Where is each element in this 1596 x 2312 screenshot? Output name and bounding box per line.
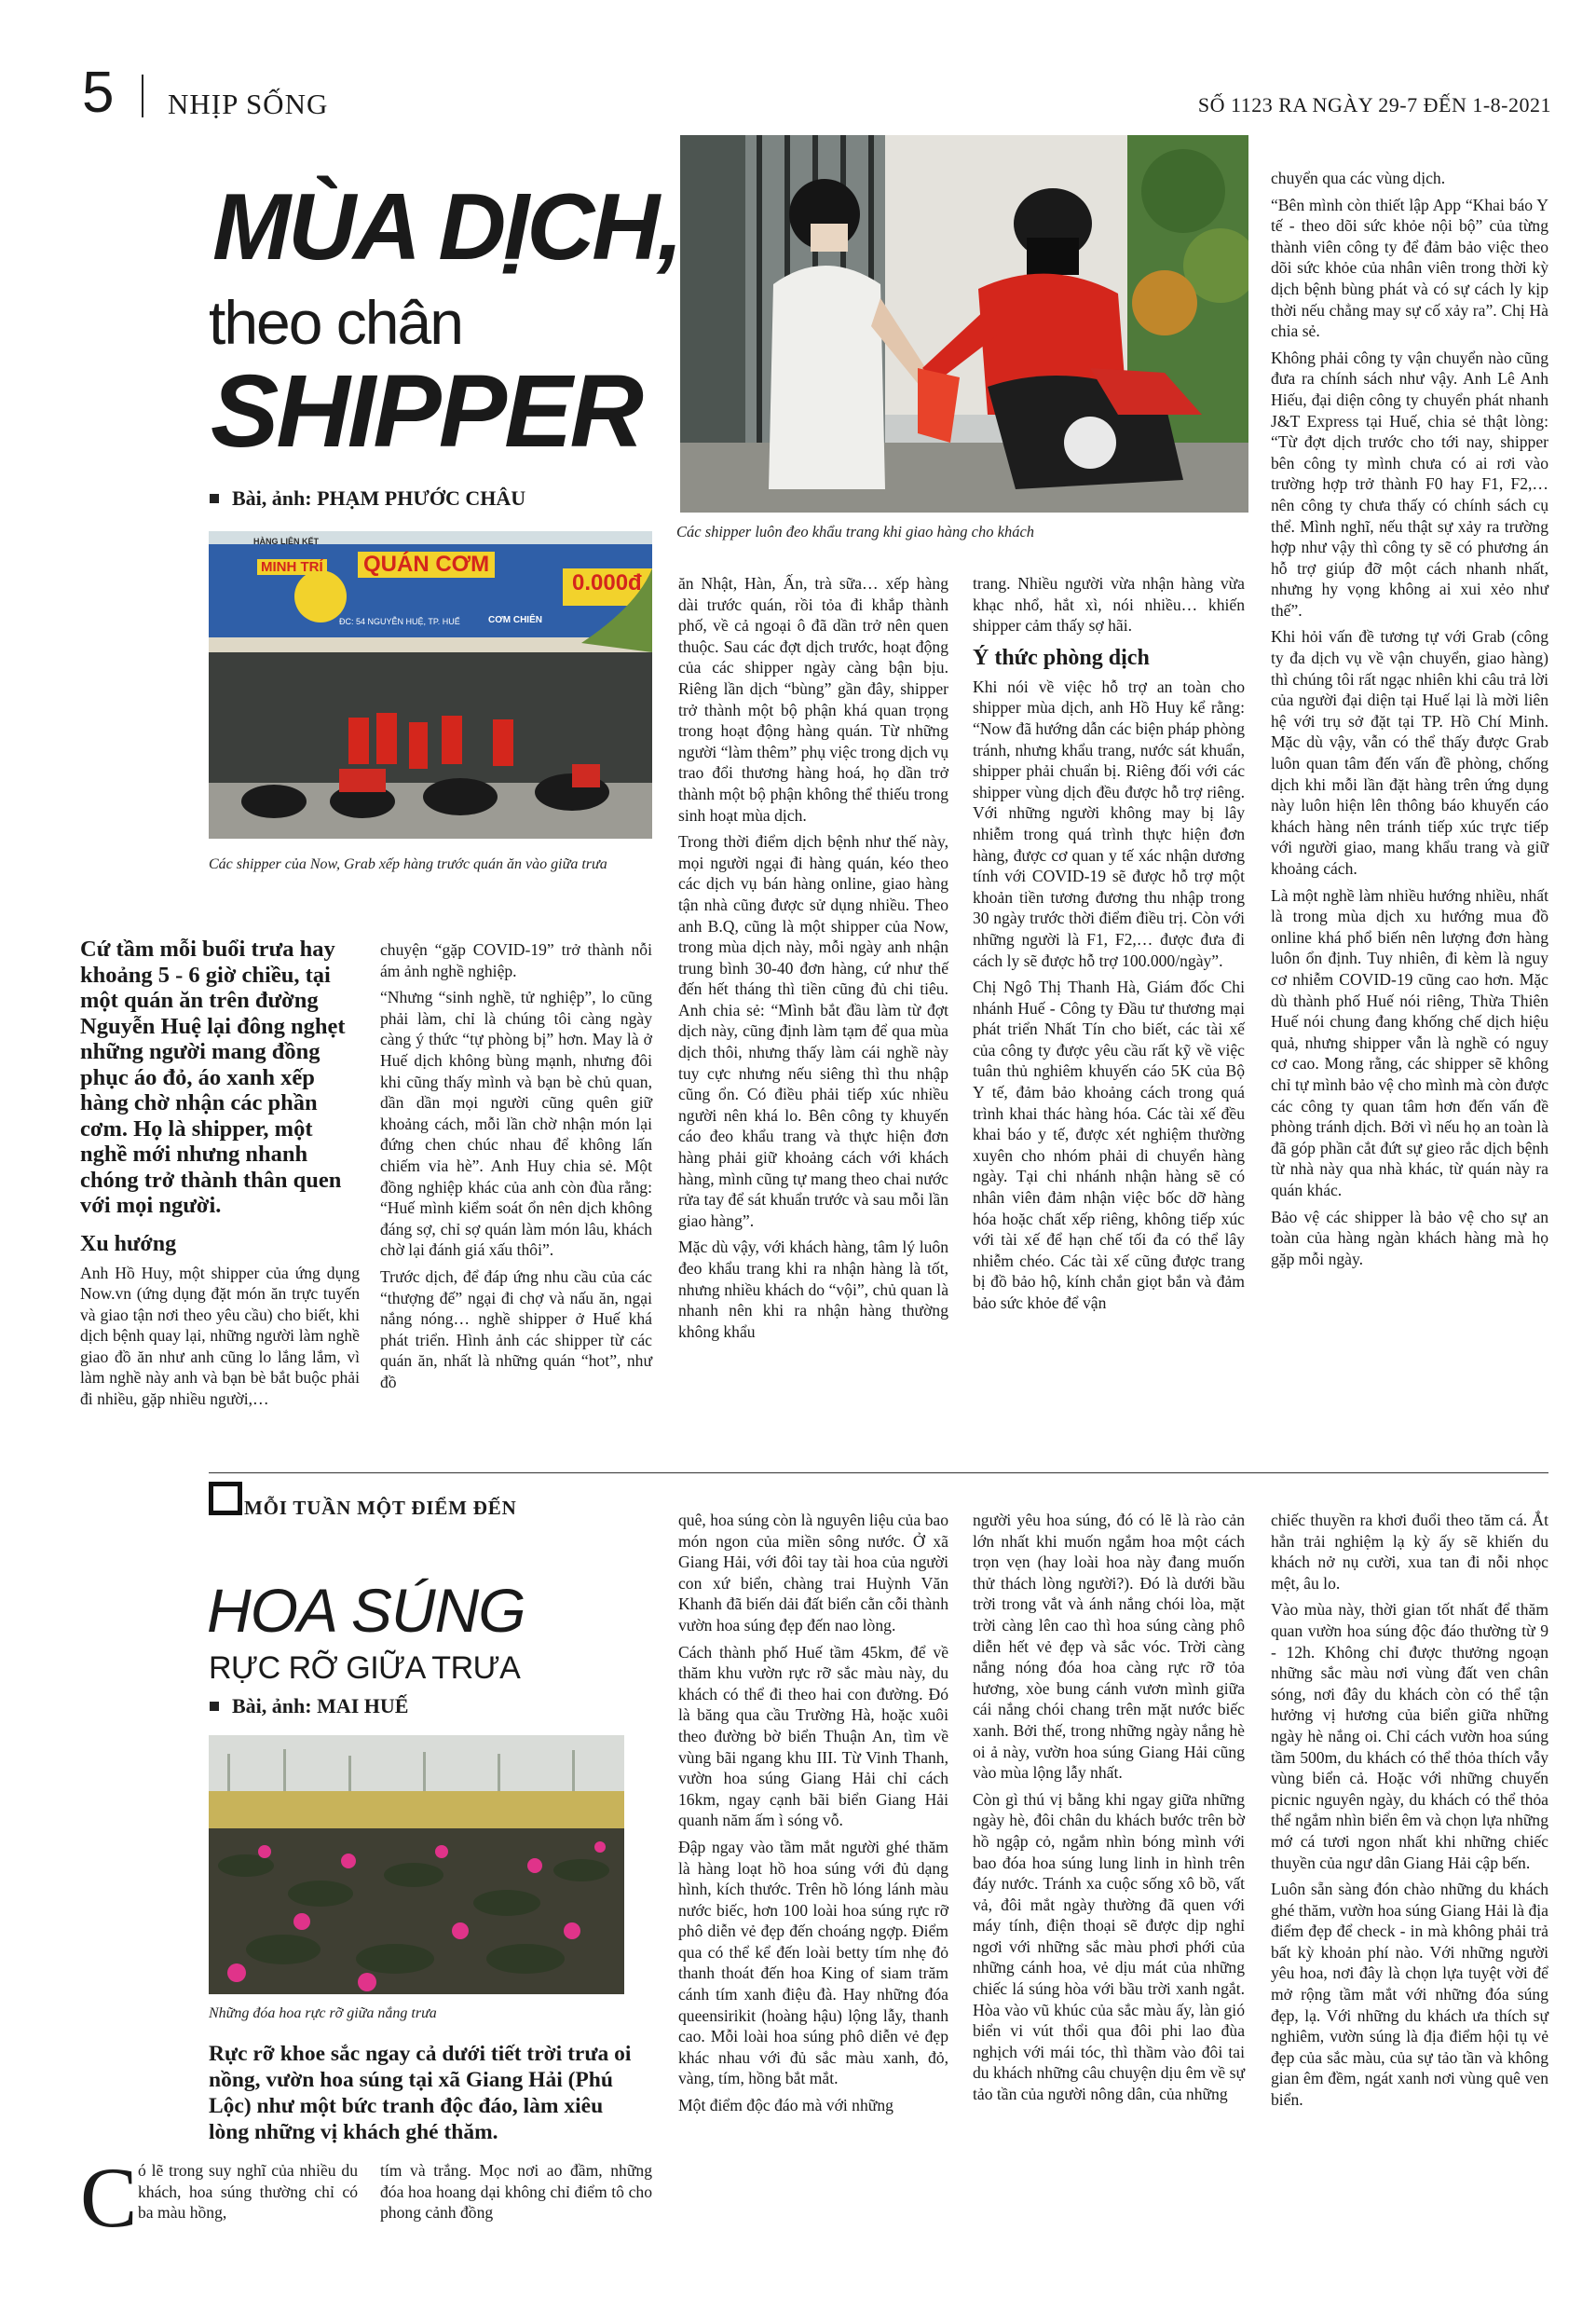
a1-paragraph: Chị Ngô Thị Thanh Hà, Giám đốc Chi nhánh Huế - Công ty Đầu tư thương mại phát triển Nhất Tín cho biết, các tài xế của công ty được yêu cầu rất kỹ về việc tuân thủ nghiêm khuyến cáo 5K của Bộ Y tế, đảm bảo khoảng cách trong quá trình khai thác hàng hóa. Các tài xế đều khai báo y tế, được xét nghiệm thường xuyên cho nhóm phải di chuyển hàng ngày. Tại chi nhánh nhận hàng sẽ có nhân viên đảm nhận việc bốc dỡ hàng hóa hoặc chất xếp riêng, không tiếp xúc với tài xế để hạn chế tối đa có thể lây nhiễm chéo. Các tài xế cũng được trang bị đồ bảo hộ, kính chắn giọt bắn và đảm bảo sức khỏe để vận: [973, 978, 1245, 1312]
a1-paragraph: chuyện “gặp COVID-19” trở thành nỗi ám ảnh nghề nghiệp.: [380, 940, 652, 980]
a2-kicker: MỖI TUẦN MỘT ĐIỂM ĐẾN: [244, 1497, 517, 1519]
section-name: NHỊP SỐNG: [168, 88, 329, 120]
headline-line-2: theo chân: [209, 288, 462, 357]
photo-shipper-delivery-art: [680, 135, 1248, 513]
a1-paragraph: Khi hỏi vấn đề tương tự với Grab (công ty đa dịch vụ về vận chuyển, giao hàng) thì chúng tôi rất ngạc nhiên khi câu trả lời của người đại diện tại Huế lại là mời liên hệ với trụ sở đặt tại TP. Hồ Chí Minh. Mặc dù vậy, vẫn có thể thấy được Grab luôn quan tâm đến vấn đề phòng, chống dịch khi mỗi lần đặt hàng trên ứng dụng này luôn hiện lên thông báo khuyến cáo khách hàng nên tránh tiếp xúc trực tiếp với người giao, mang khẩu trang và giữ khoảng cách.: [1271, 627, 1548, 878]
sign-price: 0.000đ: [572, 570, 642, 595]
a1-col4: [973, 573, 1245, 1320]
a1-col1: [80, 937, 360, 1416]
a1-paragraph: ăn Nhật, Hàn, Ấn, trà sữa… xếp hàng dài trước quán, rồi tỏa đi khắp thành phố, về cả ngoại ô đã dần trở nên quen thuộc. Sau các đợt dịch trước, hoạt động của các shipper ngày càng bận bịu. Riêng lần dịch “bùng” gần đây, shipper trở thành một bộ phận khá quan trọng trong hoạt động hàng quán. Từ những người “làm thêm” phụ việc trong dịch vụ trao đổi thương hàng hoá, họ dần trở thành một bộ phận không thể thiếu trong sinh hoạt mùa dịch.: [678, 574, 949, 825]
sign-dish: CƠM CHIÊN: [488, 615, 542, 625]
sign-address: ĐC: 54 NGUYỄN HUỆ, TP. HUẾ: [339, 617, 460, 626]
a2-paragraph: chiếc thuyền ra khơi đuổi theo tăm cá. Ắt hẳn trải nghiệm lạ kỳ ấy sẽ khiến du khách nở nụ cười, xua tan đi nỗi nhọc mệt, âu lo.: [1271, 1511, 1548, 1593]
a1-paragraph: Anh Hồ Huy, một shipper của ứng dụng Now.vn (ứng dụng đặt món ăn trực tuyến và giao tận nơi theo yêu cầu) cho biết, khi dịch bệnh quay lại, những người làm nghề giao đồ ăn như anh cũng lo lắng lắm, vì làm nghề này anh và bạn bè bắt buộc phải đi nhiều, gặp nhiều người,…: [80, 1263, 360, 1409]
a1-paragraph: “Bên mình còn thiết lập App “Khai báo Y tế - theo dõi sức khỏe nội bộ” của từng thành viên công ty để đảm bảo việc theo dõi sức khỏe của nhân viên trong thời kỳ dịch bệnh bùng phát và có sự cách ly kịp thời nếu chẳng may sự cố xảy ra”. Chị Hà chia sẻ.: [1271, 195, 1548, 341]
byline-2: [210, 1694, 408, 1718]
a1-subhead-xuhuong: Xu hướng: [80, 1231, 177, 1256]
byline-1: [210, 486, 525, 511]
a2-paragraph: Còn gì thú vị bằng khi ngay giữa những ngày hè, đôi chân du khách bước trên bờ hồ ngập cỏ, ngắm nhìn bóng mình với bao đóa hoa súng lung linh in hình trên đáy nước. Tránh xa cuộc sống xô bồ, vất vả, đôi mắt ngày thường đã quen với máy tính, điện thoại sẽ được dịp nghỉ ngơi với những sắc màu phơi phới của những cánh hoa, vẻ dịu mát của những chiếc lá súng hòa với bầu trời xanh ngắt. Hòa vào vũ khúc của sắc màu ấy, làn gió biển vi vút thổi qua đôi phi lao đùa nghịch với mái tóc, thì thầm vào đôi tai du khách những câu chuyện dịu êm về sự tảo tần của người nông dân, của những: [973, 1789, 1245, 2104]
a2-col3: [678, 1510, 948, 2122]
caption-shop-photo: Các shipper của Now, Grab xếp hàng trước quán ăn vào giữa trưa: [209, 856, 607, 872]
issue-line: SỐ 1123 RA NGÀY 29-7 ĐẾN 1-8-2021: [1197, 93, 1551, 116]
bullet-square-icon: [210, 494, 219, 503]
a1-paragraph: Không phải công ty vận chuyển nào cũng đưa ra chính sách như vậy. Anh Lê Anh Hiếu, đại diện công ty chuyển phát nhanh J&T Express tại Huế, chia sẻ thật lòng: “Từ đợt dịch trước cho tới nay, shipper bên công ty mình chưa có ai rơi vào trường hợp trở thành F0 hay F1, F2,… nên công ty chưa thấy có chính sách cụ thể. Mình nghĩ, nếu thật sự xảy ra trường hợp như vậy thì công ty sẽ có phương án hỗ trợ giúp đỡ một cách nhanh nhất, nhưng hy vọng không ai xui xẻo như thế”.: [1271, 348, 1548, 620]
a2-paragraph: ó lẽ trong suy nghĩ của nhiều du khách, hoa súng thường chỉ có ba màu hồng,: [138, 2161, 358, 2223]
a2-col2: [380, 2160, 652, 2229]
page-number: 5: [82, 61, 115, 125]
caption-lilies-photo: Những đóa hoa rực rỡ giữa nắng trưa: [209, 2005, 437, 2021]
photo-water-lilies-art: [209, 1735, 624, 1994]
a2-paragraph: quê, hoa súng còn là nguyên liệu của bao món ngon của miền sông nước. Ở xã Giang Hải, với đôi tay tài hoa của người con xứ biển, chàng trai Huỳnh Văn Khanh đã biến dải đất biển cằn cỗi thành vườn hoa súng đẹp đến nao lòng.: [678, 1511, 948, 1635]
byline-text: Bài, ảnh: PHẠM PHƯỚC CHÂU: [232, 486, 526, 510]
a1-paragraph: chuyển qua các vùng dịch.: [1271, 169, 1446, 187]
headline-line-3: SHIPPER: [211, 354, 641, 469]
a2-title-line-2: RỰC RỠ GIỮA TRƯA: [209, 1650, 521, 1686]
headline-line-1: MÙA DỊCH,: [212, 175, 681, 280]
a2-paragraph: người yêu hoa súng, đó có lẽ là rào cản lớn nhất khi muốn ngắm hoa một cách trọn vẹn (hay loài hoa này đang muốn thử thách lòng người?). Đó là dưới bầu trời trong vắt và ánh nắng chói lòa, mặt trời càng lên cao thì hoa súng càng phô diễn hết vẻ đẹp và sắc vóc. Trời càng nắng nóng đóa hoa càng rực rỡ tỏa hương, xòe bung cánh vươn mình giữa cái nắng chói chang trên mặt nước biếc xanh. Bởi thế, trong những ngày nắng hè oi ả này, vườn hoa súng Giang Hải cũng vào mùa lộng lẫy nhất.: [973, 1511, 1245, 1783]
photo-water-lilies: [209, 1735, 624, 1994]
byline-text: Bài, ảnh: MAI HUẾ: [232, 1694, 409, 1717]
a2-paragraph: Vào mùa này, thời gian tốt nhất để thăm quan vườn hoa súng độc đáo thường từ 9 - 12h. Không chỉ được thưởng ngoạn những sắc màu nơi vùng đất ven chân sóng, nơi đây du khách còn có thể tận hưởng vị hương của biển giữa những ngày hè nắng oi. Chỉ cách vườn hoa súng tầm 500m, du khách có thể thỏa thích vẫy vùng biển cả. Hoặc với những chuyến picnic nguyên ngày, du khách có thể thỏa thể ngắm nhìn biển êm và chọn lựa những mớ cá tươi ngon nhất khi những chiếc thuyền của ngư dân Giang Hải cập bến.: [1271, 1600, 1548, 1872]
sign-top-strip: HÀNG LIÊN KẾT: [253, 537, 320, 546]
a1-paragraph: “Nhưng “sinh nghề, tử nghiệp”, lo cũng phải làm, chỉ là chúng tôi càng ngày càng ý thức “tự phòng bị” hơn. May là ở Huế dịch không bùng mạnh, nhưng đôi khi cũng thấy mình và bạn bè chủ quan, dần dần mọi người cũng quên giữ khoảng cách, mỗi lần chờ nhận món lại đứng chen chúc nhau để không lấn chiếm vỉa hè”. Anh Huy chia sẻ. Một đồng nghiệp khác của anh còn đùa rằng: “Huế mình kiểm soát ổn nên dịch không đáng sợ, chỉ sợ quán làm món lâu, khách chờ lại đánh giá xấu thôi”.: [380, 988, 652, 1260]
a2-col5: [1271, 1510, 1548, 2116]
header-divider: [142, 75, 143, 117]
a2-title-line-1: HOA SÚNG: [207, 1576, 525, 1645]
a1-lead: Cứ tầm mỗi buổi trưa hay khoảng 5 - 6 giờ chiều, tại một quán ăn trên đường Nguyễn Huệ lại đông nghẹt những người mang đồng phục áo đỏ, áo xanh xếp hàng chờ nhận các phần cơm. Họ là shipper, một nghề mới nhưng nhanh chóng trở thành thân quen với mọi người.: [80, 937, 346, 1218]
section-divider: [209, 1472, 1548, 1473]
bullet-square-icon: [210, 1702, 219, 1711]
a2-lead: Rực rỡ khoe sắc ngay cả dưới tiết trời trưa oi nồng, vườn hoa súng tại xã Giang Hải (Phú Lộc) như một bức tranh độc đáo, làm xiêu lòng những vị khách ghé thăm.: [209, 2042, 632, 2144]
a2-col4: [973, 1510, 1245, 2111]
a2-paragraph: tím và trắng. Mọc nơi ao đầm, những đóa hoa hoang dại không chỉ điểm tô cho phong cảnh đồng: [380, 2161, 652, 2223]
a2-paragraph: Một điểm độc đáo mà với những: [678, 2096, 893, 2115]
a1-paragraph: Là một nghề làm nhiều hướng nhiều, nhất là trong mùa dịch xu hướng mua đồ online khá phổ biến nên lượng đơn hàng luôn ổn định. Tuy nhiên, đi kèm là nguy cơ nhiễm COVID-19 cũng cao hơn. Mặc dù thành phố Huế nói riêng, Thừa Thiên Huế nói chung đang khống chế dịch hiệu quả, nhưng shipper vẫn là nghề có nguy cơ cao. Mong rằng, các shipper sẽ không chỉ tự mình bảo vệ cho mình mà còn được các công ty quan tâm hơn đến vấn đề phòng tránh dịch. Bởi vì nếu họ an toàn là đã góp phần cắt đứt sự gieo rắc dịch bệnh từ nhà này qua nhà khác, từ quán này ra quán khác.: [1271, 885, 1548, 1199]
a1-col3: [678, 573, 948, 1348]
a1-paragraph: Khi nói về việc hỗ trợ an toàn cho shipper mùa dịch, anh Hồ Huy kể rằng: “Now đã hướng dẫn các biện pháp phòng tránh, nhưng khẩu trang, nước sát khuẩn, shipper phải chuẩn bị. Riêng đối với các shipper vùng dịch đều được hỗ trợ riêng. Với những người không may bị lây nhiễm trong quá trình thực hiện đơn hàng, được cơ quan y tế xác nhận dương tính với COVID-19 sẽ được hỗ trợ một khoản tiền tương đương thu nhập trong 30 ngày trước thời điểm điều trị. Còn với những người là F1, F2,… được đưa đi cách ly sẽ được hỗ trợ 100.000/ngày”.: [973, 677, 1245, 970]
caption-main-photo: Các shipper luôn đeo khẩu trang khi giao hàng cho khách: [676, 523, 1035, 540]
a1-paragraph: Mặc dù vậy, với khách hàng, tâm lý luôn đeo khẩu trang khi ra nhận hàng là tốt, nhưng nhiều khách do “vội”, chủ quan là nhanh nên khi ra nhận hàng thường không khẩu: [678, 1238, 948, 1341]
a1-col2: [380, 939, 652, 1398]
a1-paragraph: trang. Nhiều người vừa nhận hàng vừa khạc nhổ, hắt xì, nói nhiều… khiến shipper cảm thấy sợ hãi.: [973, 574, 1245, 636]
photo-shipper-delivery: [680, 135, 1248, 513]
photo-shippers-queue: [209, 531, 652, 839]
a1-paragraph: Trước dịch, để đáp ứng nhu cầu của các “thượng đế” ngại đi chợ và nấu ăn, ngại nắng nóng… nghề shipper ở Huế khá phát triển. Hình ảnh các shipper từ các quán ăn, nhất là những quán “hot”, như đồ: [380, 1266, 652, 1391]
a1-subhead-ythuc: Ý thức phòng dịch: [973, 645, 1150, 670]
kicker-box-icon: [209, 1482, 242, 1515]
a2-paragraph: Luôn sẵn sàng đón chào những du khách ghé thăm, vườn hoa súng Giang Hải là địa điểm đẹp để check - in mà không phải trả bất kỳ khoản phí nào. Với những người yêu hoa, nơi đây là chọn lựa tuyệt vời để mở rộng tầm mắt với những đóa súng đẹp, lạ. Với những du khách ưa thích sự nghiêm, vườn súng là địa điểm hội tụ vẻ đẹp của sắc màu, của sự tảo tần và không gian êm đềm, ngát xanh nơi vùng quê ven biển.: [1271, 1880, 1548, 2110]
a2-col1-body: [138, 2160, 358, 2229]
a1-paragraph: Trong thời điểm dịch bệnh như thế này, mọi người ngại đi hàng quán, kéo theo các dịch vụ bán hàng online, giao hàng tận nhà cũng được sử dụng nhiều. Theo anh B.Q, cũng là một shipper của Now, trong mùa dịch này, mỗi ngày anh nhận trung bình 30-40 đơn hàng, cứ như thế đến hết tháng thì tiền cũng đủ chi tiêu. Anh chia sẻ: “Mình bắt đầu làm từ đợt dịch này, cũng định làm tạm để qua mùa dịch thôi, nhưng thấy làm cái nghề này tuy cực nhưng nếu siêng thì thu nhập cũng ổn. Có điều phải tiếp xúc nhiều người nên khá lo. Bên công ty khuyến cáo đeo khẩu trang và thực hiện đơn hàng phải giữ khoảng cách với khách hàng, mình cũng tự mang theo chai nước rửa tay để sát khuẩn trước và sau mỗi lần giao hàng”.: [678, 832, 948, 1230]
a2-paragraph: Đập ngay vào tầm mắt người ghé thăm là hàng loạt hồ hoa súng với đủ dạng hình, kích thước. Trên hồ lóng lánh màu nước biếc, hơn 100 loài hoa súng rực rỡ phô diễn vẻ đẹp đến choáng ngợp. Điểm qua có thể kể đến loài betty tím nhẹ đỏ thanh thoát đến hoa King of siam trăm cánh tím xanh điệu đà. Hay những đóa queensirikit (hoàng hậu) lộng lẫy, thanh cao. Mỗi loài hoa súng phô diễn vẻ đẹp khác nhau với đủ sắc màu xanh, đỏ, vàng, tím, hồng bắt mắt.: [678, 1837, 948, 2088]
a2-dropcap: C: [80, 2150, 138, 2245]
sign-shop-left: MINH TRÍ: [257, 559, 327, 575]
sign-shop-name: QUÁN CƠM: [358, 552, 495, 578]
a1-paragraph: Bảo vệ các shipper là bảo vệ cho sự an toàn của hàng ngàn khách hàng mà họ gặp mỗi ngày.: [1271, 1207, 1548, 1268]
a2-paragraph: Cách thành phố Huế tầm 45km, để về thăm khu vườn rực rỡ sắc màu này, du khách có thể đi theo hai con đường. Đó là băng qua cầu Trường Hà, hoặc xuôi theo đường bờ biển Thuận An, tìm về vùng bãi ngang khu III. Từ Vinh Thanh, vườn hoa súng Giang Hải chỉ cách 16km, ngay cạnh bãi biển Giang Hải quanh năm ấm ì sóng vỗ.: [678, 1642, 948, 1830]
a1-col5: [1271, 168, 1548, 1275]
a2-col1: [209, 2041, 643, 2158]
